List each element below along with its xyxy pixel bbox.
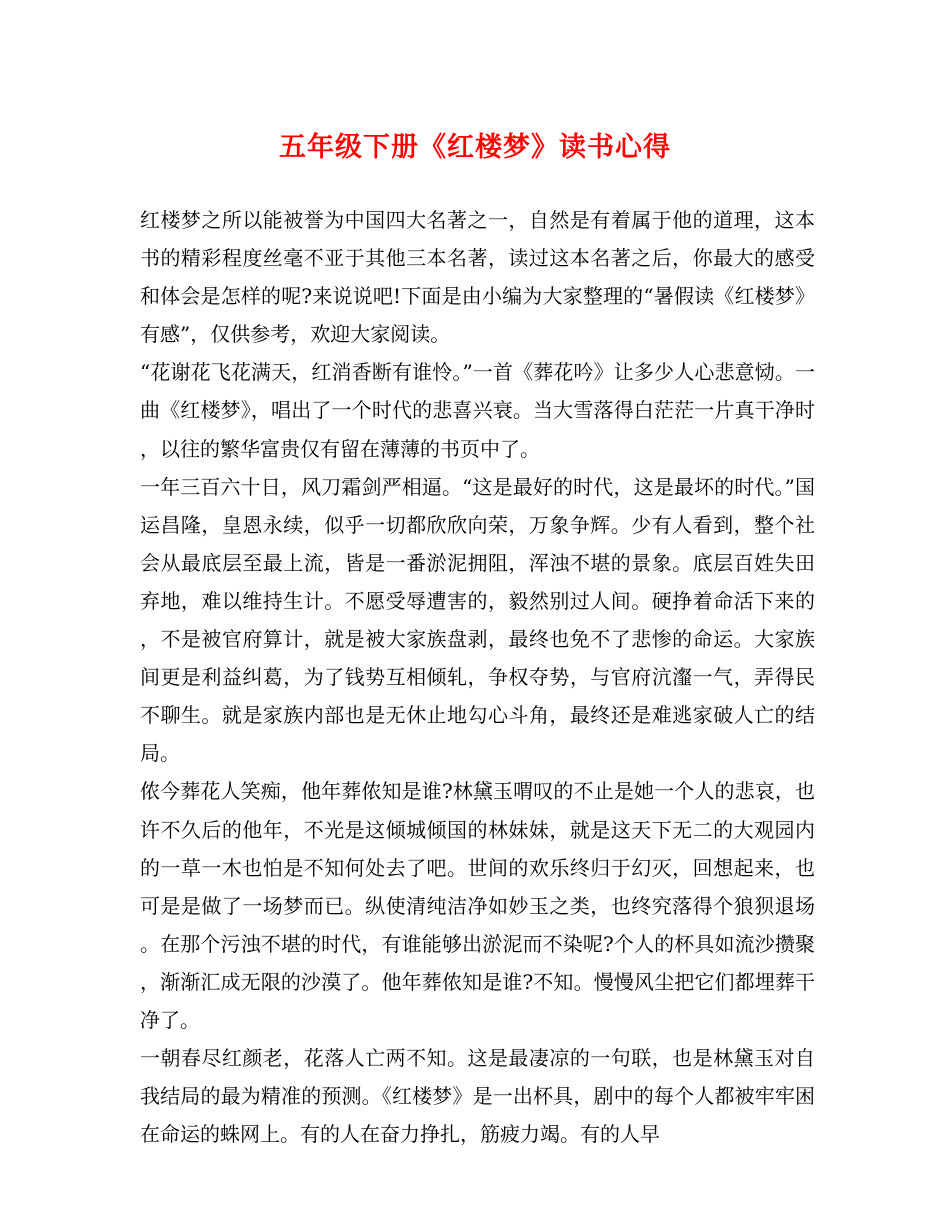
paragraph-intro: 红楼梦之所以能被誉为中国四大名著之一，自然是有着属于他的道理，这本书的精彩程度丝毫不亚于其他三本名著，读过这本名著之后，你最大的感受和体会是怎样的呢?来说说吧!下面是由小编为大家整理的“暑假读《红楼梦》有感”，仅供参考，欢迎大家阅读。 — [140, 208, 815, 347]
paragraph-3: 一年三百六十日，风刀霜剑严相逼。“这是最好的时代，这是最坏的时代。”国运昌隆，皇恩永续，似乎一切都欣欣向荣，万象争辉。少有人看到，整个社会从最底层至最上流，皆是一番淤泥拥阻，浑浊不堪的景象。底层百姓失田弃地，难以维持生计。不愿受辱遭害的，毅然别过人间。硬挣着命活下来的，不是被官府算计，就是被大家族盘剥，最终也免不了悲惨的命运。大家族间更是利益纠葛，为了钱势互相倾轧，争权夺势，与官府沆瀣一气，弄得民不聊生。就是家族内部也是无休止地勾心斗角，最终还是难逃家破人亡的结局。 — [140, 474, 815, 766]
paragraph-2: “花谢花飞花满天，红消香断有谁怜。”一首《葬花吟》让多少人心悲意恸。一曲《红楼梦》，唱出了一个时代的悲喜兴衰。当大雪落得白茫茫一片真干净时，以往的繁华富贵仅有留在薄薄的书页中了。 — [140, 360, 815, 461]
document-title: 五年级下册《红楼梦》读书心得 — [279, 132, 671, 163]
paragraph-4: 侬今葬花人笑痴，他年葬侬知是谁?林黛玉喟叹的不止是她一个人的悲哀，也许不久后的他年，不光是这倾城倾国的林妹妹，就是这天下无二的大观园内的一草一木也怕是不知何处去了吧。世间的欢乐终归于幻灭，回想起来，也可是是做了一场梦而已。纵使清纯洁净如妙玉之类，也终究落得个狼狈退场。在那个污浊不堪的时代，有谁能够出淤泥而不染呢?个人的杯具如流沙攒聚，渐渐汇成无限的沙漠了。他年葬侬知是谁?不知。慢慢风尘把它们都埋葬干净了。 — [140, 779, 815, 1032]
paragraph-5: 一朝春尽红颜老，花落人亡两不知。这是最凄凉的一句联，也是林黛玉对自我结局的最为精准的预测。《红楼梦》是一出杯具，剧中的每个人都被牢牢困在命运的蛛网上。有的人在奋力挣扎，筋疲力竭。有的人早 — [140, 1046, 815, 1147]
document-body — [140, 201, 815, 1153]
